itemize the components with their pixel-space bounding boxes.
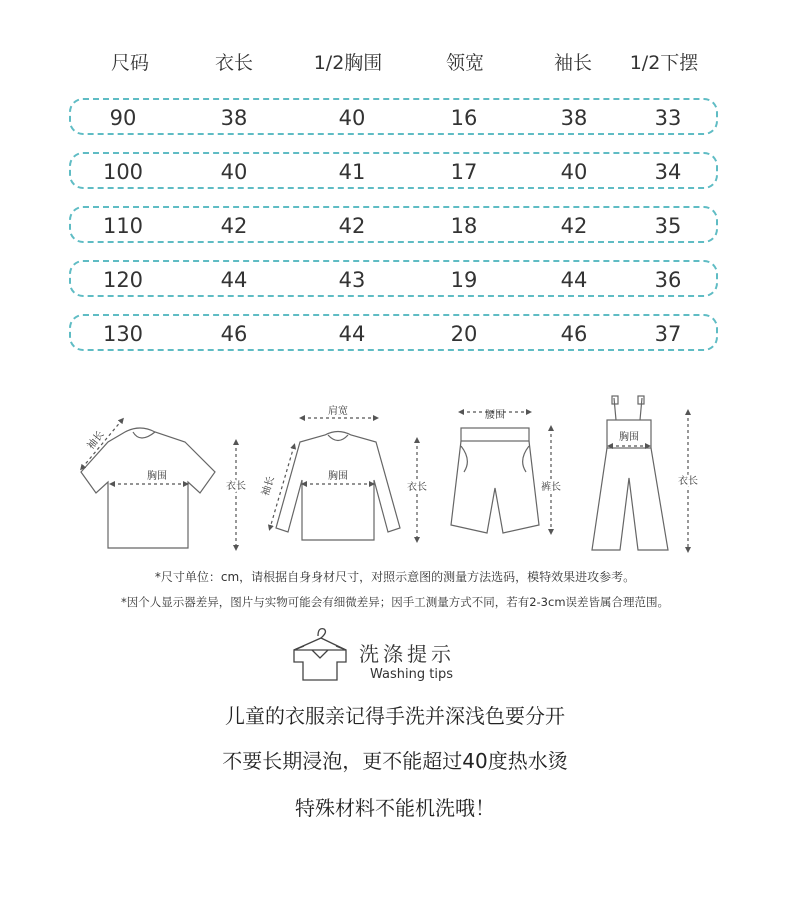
size-row	[69, 260, 718, 297]
cell-size: 100	[102, 160, 144, 184]
tshirt-chest-label: 胸围	[147, 471, 167, 482]
shorts-waist-label: 腰围	[485, 410, 505, 421]
cell-size: 90	[109, 106, 137, 130]
overalls-diagram	[592, 396, 688, 550]
cell-size: 130	[102, 322, 144, 346]
cell-length: 44	[220, 268, 248, 292]
sweater-chest-label: 胸围	[328, 471, 348, 482]
cell-sleeve-length: 46	[560, 322, 588, 346]
cell-size: 110	[102, 214, 144, 238]
cell-sleeve-length: 40	[560, 160, 588, 184]
header-sleeve-length: 袖长	[553, 52, 593, 74]
cell-collar-width: 18	[450, 214, 478, 238]
washing-instruction: 不要长期浸泡，更不能超过40度热水烫	[222, 749, 568, 773]
cell-half-hem: 34	[654, 160, 682, 184]
cell-sleeve-length: 44	[560, 268, 588, 292]
cell-half-chest: 44	[338, 322, 366, 346]
header-half-chest: 1/2胸围	[313, 52, 383, 74]
sweater-sleeve-label: 袖长	[260, 475, 277, 498]
cell-half-chest: 43	[338, 268, 366, 292]
cell-size: 120	[102, 268, 144, 292]
measurement-diagrams	[70, 390, 720, 560]
tshirt-sleeve-label: 袖长	[85, 429, 107, 452]
washing-tips-title: 洗涤提示	[359, 642, 455, 666]
shorts-diagram	[451, 412, 551, 533]
header-collar-width: 领宽	[445, 52, 485, 74]
washing-instruction: 儿童的衣服亲记得手洗并深浅色要分开	[225, 704, 565, 728]
cell-half-hem: 37	[654, 322, 682, 346]
tshirt-diagram	[81, 420, 236, 548]
cell-collar-width: 19	[450, 268, 478, 292]
size-unit-note: *尺寸单位：cm，请根据自身身材尺寸，对照示意图的测量方法选码，模特效果进攻参考。	[154, 570, 636, 584]
header-half-hem: 1/2下摆	[629, 52, 699, 74]
overalls-length-label: 衣长	[678, 476, 698, 487]
cell-length: 38	[220, 106, 248, 130]
cell-length: 42	[220, 214, 248, 238]
cell-half-hem: 33	[654, 106, 682, 130]
cell-half-hem: 35	[654, 214, 682, 238]
size-row	[69, 314, 718, 351]
cell-sleeve-length: 42	[560, 214, 588, 238]
size-row	[69, 206, 718, 243]
hanger-shirt-icon	[290, 624, 350, 684]
size-table-header	[0, 48, 790, 72]
cell-half-chest: 40	[338, 106, 366, 130]
cell-half-hem: 36	[654, 268, 682, 292]
sweater-length-label: 衣长	[407, 482, 427, 493]
washing-tips-subtitle: Washing tips	[370, 667, 453, 682]
header-length: 衣长	[214, 52, 254, 74]
display-difference-note: *因个人显示器差异，图片与实物可能会有细微差异；因手工测量方式不同，若有2-3cm误差皆属合理范围。	[120, 595, 670, 609]
washing-instruction: 特殊材料不能机洗哦！	[295, 796, 495, 820]
cell-collar-width: 16	[450, 106, 478, 130]
size-row	[69, 152, 718, 189]
cell-length: 40	[220, 160, 248, 184]
cell-collar-width: 20	[450, 322, 478, 346]
size-row	[69, 98, 718, 135]
cell-half-chest: 41	[338, 160, 366, 184]
cell-collar-width: 17	[450, 160, 478, 184]
cell-half-chest: 42	[338, 214, 366, 238]
shorts-length-label: 裤长	[541, 482, 561, 493]
tshirt-length-label: 衣长	[226, 481, 246, 492]
cell-sleeve-length: 38	[560, 106, 588, 130]
cell-length: 46	[220, 322, 248, 346]
overalls-chest-label: 胸围	[619, 432, 639, 443]
sweater-shoulder-label: 肩宽	[328, 406, 348, 417]
header-size: 尺码	[110, 52, 150, 74]
